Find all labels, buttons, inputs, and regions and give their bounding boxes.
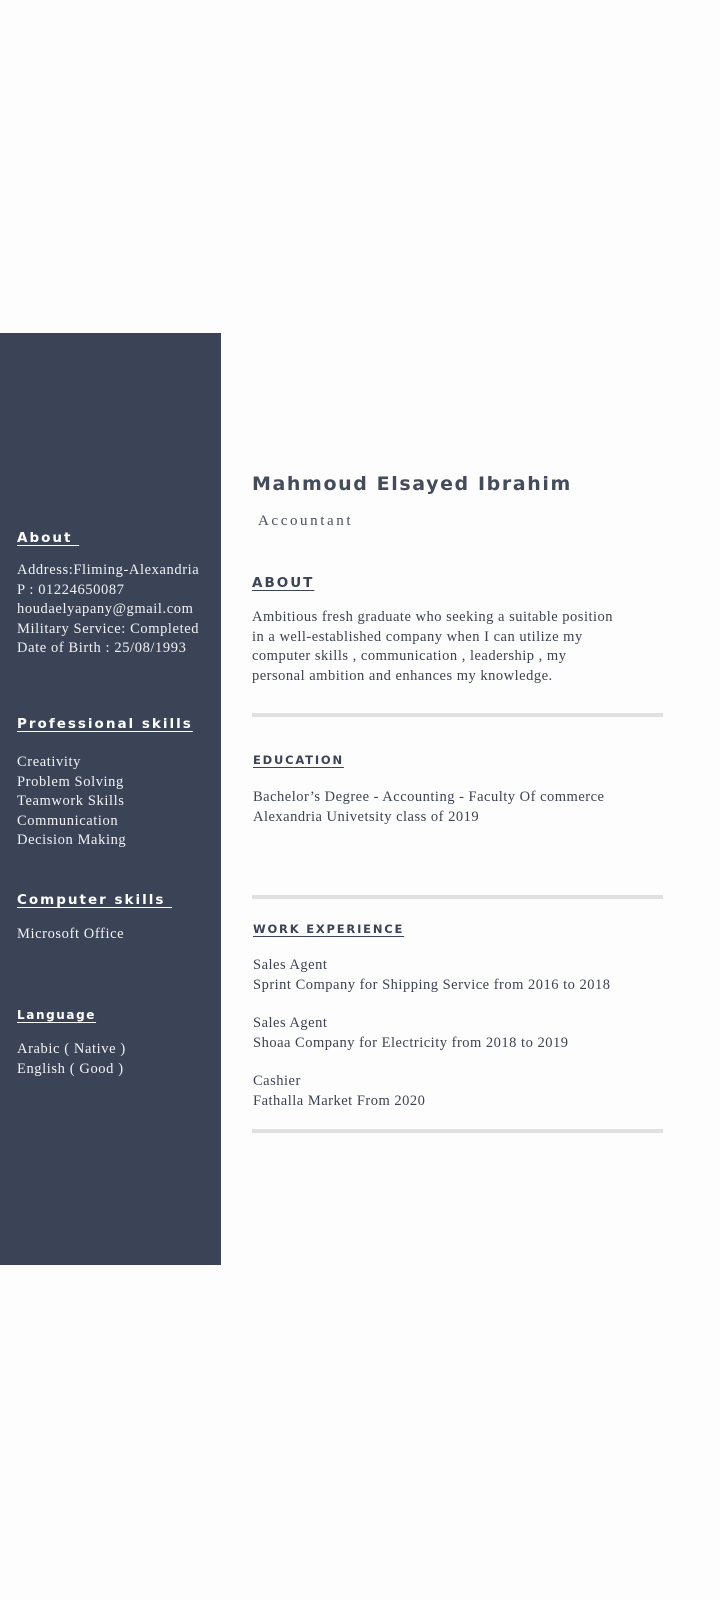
work-experience-heading: WORK EXPERIENCE	[253, 922, 405, 936]
about-line: in a well-established company when I can utilize my	[252, 628, 583, 645]
resume-page	[0, 333, 720, 1265]
contact-email: houdaelyapany@gmail.com	[17, 601, 194, 617]
skill-item: Creativity	[17, 754, 81, 770]
professional-skills-list	[17, 753, 126, 851]
section-divider	[252, 895, 663, 899]
contact-date-of-birth: Date of Birth : 25/08/1993	[17, 640, 187, 656]
contact-address: Address:Fliming-Alexandria	[17, 562, 200, 578]
skill-item: Communication	[17, 812, 119, 829]
language-item: English ( Good )	[17, 1060, 124, 1077]
candidate-role: Accountant	[258, 513, 354, 529]
contact-military-service: Military Service: Completed	[17, 620, 200, 637]
main-content	[221, 333, 720, 1265]
job-title: Sales Agent	[253, 1015, 328, 1031]
education-line: Bachelor’s Degree - Accounting - Faculty Of commerce	[253, 789, 605, 805]
about-line: personal ambition and enhances my knowledge.	[252, 668, 553, 685]
contact-list	[17, 561, 199, 659]
contact-phone: P : 01224650087	[17, 581, 125, 598]
skill-item: Teamwork Skills	[17, 793, 125, 809]
computer-skills-heading: Computer skills	[17, 892, 173, 908]
job-title: Cashier	[253, 1073, 301, 1089]
education-heading: EDUCATION	[253, 753, 344, 767]
about-text	[252, 608, 613, 687]
job-company: Shoaa Company for Electricity from 2018 to 2019	[253, 1034, 569, 1051]
language-item: Arabic ( Native )	[17, 1041, 126, 1057]
computer-skills-list	[17, 925, 124, 945]
about-heading: ABOUT	[252, 575, 315, 591]
candidate-name: Mahmoud Elsayed Ibrahim	[252, 473, 572, 495]
language-list	[17, 1040, 126, 1079]
job-entry	[253, 1072, 425, 1111]
job-title: Sales Agent	[253, 957, 328, 973]
education-line: Alexandria Univetsity class of 2019	[253, 808, 480, 825]
sidebar-about-heading: About	[17, 530, 80, 546]
about-line: Ambitious fresh graduate who seeking a suitable position	[252, 609, 614, 625]
section-divider	[252, 1129, 663, 1133]
sidebar	[0, 333, 221, 1265]
job-entry	[253, 956, 611, 995]
professional-skills-heading: Professional skills	[17, 716, 193, 732]
skill-item: Problem Solving	[17, 773, 124, 790]
job-company: Sprint Company for Shipping Service from 2016 to 2018	[253, 976, 611, 993]
skill-item: Decision Making	[17, 832, 127, 848]
language-heading: Language	[17, 1008, 97, 1022]
about-line: computer skills , communication , leadership , my	[252, 648, 567, 665]
job-entry	[253, 1014, 568, 1053]
computer-skill-item: Microsoft Office	[17, 926, 125, 942]
job-company: Fathalla Market From 2020	[253, 1092, 426, 1109]
section-divider	[252, 713, 663, 717]
education-text	[253, 788, 604, 827]
